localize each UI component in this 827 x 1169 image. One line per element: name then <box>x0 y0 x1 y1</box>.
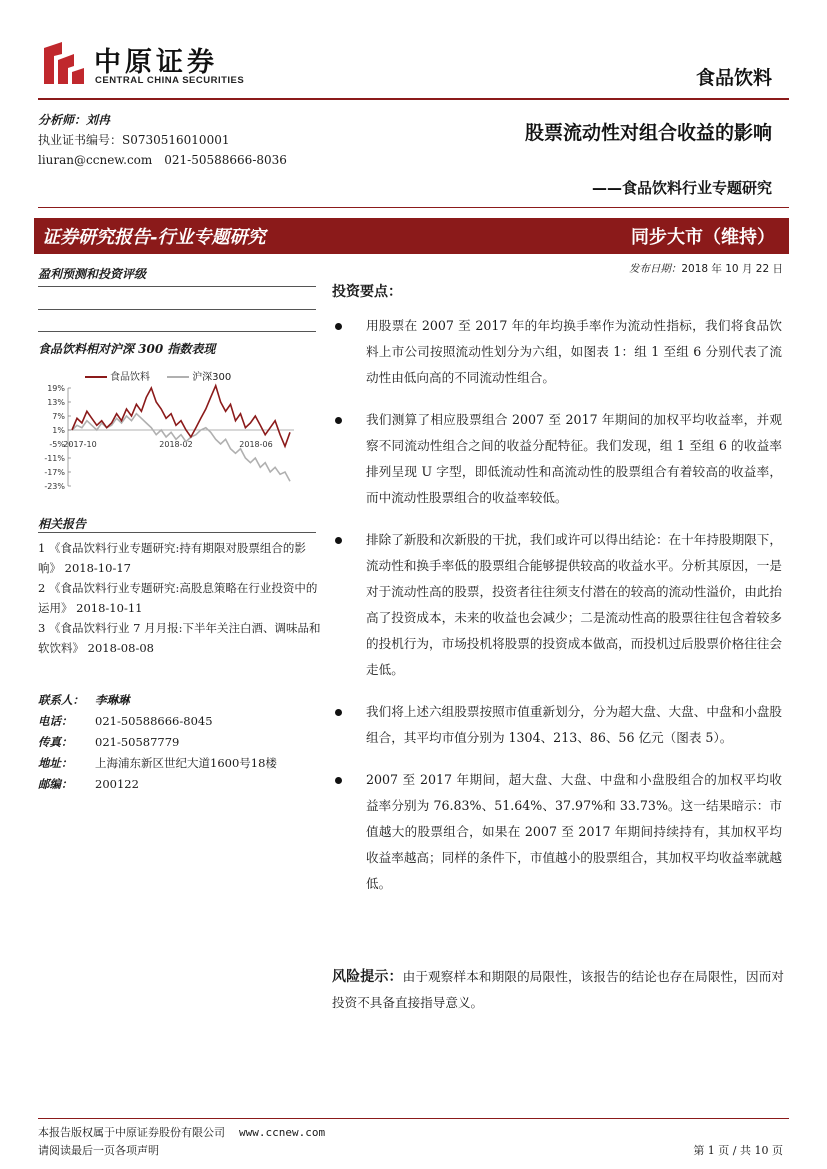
analyst-name: 分析师：刘冉 <box>38 113 111 127</box>
key-point-text: 2007 至 2017 年期间，超大盘、大盘、中盘和小盘股组合的加权平均收益率分别为 76.83%、51.64%、37.97%和 33.73%。这一结果暗示：市值越大的股票组合，如果在 2007 至 2017 年期间持续持有，其加权平均收益率越高；同样的条件下，市值越小的股票组合，其加权平均收益率就越低。 <box>366 772 782 891</box>
analyst-block <box>38 110 287 170</box>
footer-url-link[interactable]: www.ccnew.com <box>239 1126 326 1139</box>
analyst-cert: 执业证书编号：S0730516010001 <box>38 133 230 147</box>
title-divider <box>38 207 789 208</box>
report-type: 证券研究报告-行业专题研究 <box>42 227 266 248</box>
forecast-rule <box>38 331 316 332</box>
key-point <box>332 767 782 897</box>
key-point <box>332 527 782 683</box>
rating: 同步大市（维持） <box>631 227 775 248</box>
contact-key: 地址： <box>38 756 73 770</box>
key-point <box>332 699 782 751</box>
bullet-dot-icon <box>335 417 342 424</box>
related-report-link[interactable]: 3 《食品饮料行业 7 月月报:下半年关注白酒、调味品和软饮料》 2018-08-08 <box>38 621 321 655</box>
key-point <box>332 407 782 511</box>
key-point-text: 用股票在 2007 至 2017 年的年均换手率作为流动性指标，我们将食品饮料上市公司按照流动性划分为六组，如图表 1：组 1 至组 6 分别代表了流动性由低向高的不同流动性组合。 <box>366 318 782 385</box>
contact-value: 上海浦东新区世纪大道1600号18楼 <box>95 756 277 770</box>
chart-heading: 食品饮料相对沪深 300 指数表现 <box>38 342 216 356</box>
y-tick-label: 19% <box>47 384 65 393</box>
y-tick-label: 1% <box>52 426 65 435</box>
contact-label: 联系人： <box>38 693 84 707</box>
related-rule <box>38 532 316 533</box>
forecast-heading: 盈利预测和投资评级 <box>38 267 147 281</box>
logo-text-cn: 中原证券 <box>94 47 218 78</box>
contact-value: 021-50588666-8045 <box>95 714 213 728</box>
footer-copyright-line <box>38 1124 325 1140</box>
related-report-link[interactable]: 2 《食品饮料行业专题研究:高股息策略在行业投资中的运用》 2018-10-11 <box>38 581 318 615</box>
bullet-dot-icon <box>335 777 342 784</box>
legend-label-index: 沪深300 <box>192 372 232 383</box>
contact-key: 邮编： <box>38 777 73 791</box>
y-tick-label: -5% <box>49 440 65 449</box>
forecast-rule <box>38 309 316 310</box>
key-point <box>332 313 782 391</box>
contact-block <box>38 690 277 795</box>
key-point-text: 我们将上述六组股票按照市值重新划分，分为超大盘、大盘、中盘和小盘股组合，其平均市值分别为 1304、213、86、56 亿元（图表 5）。 <box>366 704 782 745</box>
x-tick-label: 2018-06 <box>239 440 273 449</box>
bullet-dot-icon <box>335 537 342 544</box>
x-tick-label: 2017-10 <box>63 440 97 449</box>
footer-divider <box>38 1118 789 1119</box>
contact-name: 李琳琳 <box>95 693 130 707</box>
header-divider <box>38 98 789 100</box>
contact-value: 021-50587779 <box>95 735 180 749</box>
contact-key: 传真： <box>38 735 73 749</box>
related-heading: 相关报告 <box>38 517 87 531</box>
footer-copyright: 本报告版权属于中原证券股份有限公司 <box>38 1126 225 1139</box>
x-tick-label: 2018-02 <box>159 440 193 449</box>
related-reports-list <box>38 538 323 658</box>
key-point-text: 排除了新股和次新股的干扰，我们或许可以得出结论：在十年持股期限下，流动性和换手率低的股票组合能够提供较高的收益水平。分析其原因，一是对于流动性高的股票，投资者往往须支付潜在的较高的流动性溢价，由此抬高了投资成本，未来的收益也会减少；二是流动性高的股票往往包含着较多的投机行为，市场投机将股票的投资成本做高，而投机过后股票价格往往会走低。 <box>366 532 782 677</box>
bullet-dot-icon <box>335 709 342 716</box>
contact-value: 200122 <box>95 777 139 791</box>
publish-date-value: 2018 年 10 月 22 日 <box>681 263 783 275</box>
series-line <box>72 386 290 447</box>
relative-performance-chart <box>38 382 300 494</box>
legend-swatch-index <box>167 376 189 378</box>
footer-notice: 请阅读最后一页各项声明 <box>38 1144 159 1157</box>
y-tick-label: -23% <box>44 482 65 491</box>
legend-swatch-food <box>85 376 107 378</box>
logo-mark-icon <box>38 38 88 88</box>
risk-warning <box>332 964 784 1016</box>
y-tick-label: -11% <box>44 454 65 463</box>
y-tick-label: 13% <box>47 398 65 407</box>
publish-date-label: 发布日期： <box>628 263 682 275</box>
related-report-link[interactable]: 1 《食品饮料行业专题研究:持有期限对股票组合的影响》 2018-10-17 <box>38 541 306 575</box>
legend-label-food: 食品饮料 <box>110 372 150 383</box>
risk-label: 风险提示： <box>332 969 403 985</box>
bullet-dot-icon <box>335 323 342 330</box>
y-tick-label: -17% <box>44 468 65 477</box>
company-logo <box>38 38 268 92</box>
logo-text-en: CENTRAL CHINA SECURITIES <box>95 75 245 86</box>
key-points-list <box>332 313 782 913</box>
report-type-band <box>34 218 789 254</box>
page-number: 第 1 页 / 共 10 页 <box>693 1144 783 1157</box>
report-subtitle: ——食品饮料行业专题研究 <box>591 179 772 197</box>
risk-text: 由于观察样本和期限的局限性，该报告的结论也存在局限性，因而对投资不具备直接指导意义。 <box>332 969 785 1010</box>
key-point-text: 我们测算了相应股票组合 2007 至 2017 年期间的加权平均收益率，并观察不同流动性组合之间的收益分配特征。我们发现，组 1 至组 6 的收益率排列呈现 U 字型，即低流动性和高流动性的股票组合有着较高的收益率，而中流动性股票组合的收益率较低。 <box>366 412 782 505</box>
y-tick-label: 7% <box>52 412 65 421</box>
chart-legend <box>85 368 231 383</box>
sector-label: 食品饮料 <box>695 67 772 89</box>
publish-date <box>629 261 783 276</box>
forecast-rule <box>38 286 316 287</box>
key-points-heading: 投资要点： <box>332 284 402 300</box>
analyst-contact: liuran@ccnew.com 021-50588666-8036 <box>38 153 287 167</box>
report-title: 股票流动性对组合收益的影响 <box>524 122 772 144</box>
contact-key: 电话： <box>38 714 73 728</box>
